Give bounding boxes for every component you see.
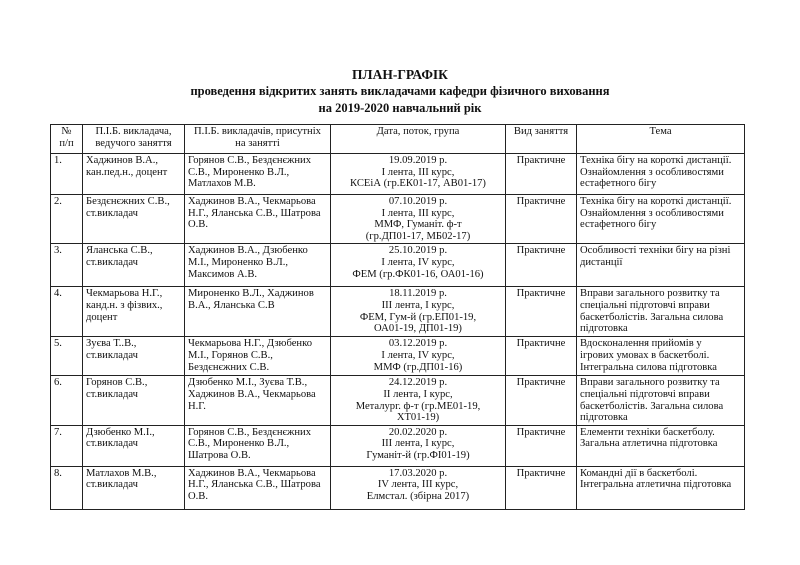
document-header [0,66,800,117]
cell-present-line: Хаджинов В.А., Чекмарьова [188,467,316,479]
cell-lead-line: Чекмарьова Н.Г., [86,288,163,300]
cell-num: 5. [51,337,83,376]
table-row [51,376,745,425]
cell-present [185,287,331,337]
cell-date-line: (гр.ДП01-17, МБ02-17) [365,230,471,242]
header-text: п/п [59,137,74,149]
document-title: ПЛАН-ГРАФІК [352,67,448,82]
cell-lead-line: Дзюбенко М.І., [86,426,155,438]
header-row [51,125,745,154]
cell-topic-line: Інтегральна силова підготовка [580,361,717,373]
cell-topic [577,425,745,466]
cell-date-line: ІІІ лента, І курс, [381,438,455,450]
table-row [51,244,745,287]
cell-present-line: Мироненко В.Л., Хаджинов [188,288,314,300]
cell-date-line: Гуманіт-й (гр.ФІ01-19) [366,449,470,461]
cell-date [331,154,506,195]
cell-kind: Практичне [506,376,577,425]
cell-date-line: ММФ, Гуманіт. ф-т [374,219,462,231]
cell-topic [577,287,745,337]
cell-kind: Практичне [506,287,577,337]
cell-topic-line: Командні дії в баскетболі. [580,467,698,479]
cell-topic-line: баскетболістів. Загальна силова [580,311,724,323]
header-text: П.І.Б. викладачів, присутніх [194,126,321,137]
table-row [51,287,745,337]
cell-lead-line: канд.н. з фізвих., [86,299,163,311]
cell-present-line: С.В., Мироненко В.Л., [188,166,290,178]
cell-lead [83,337,185,376]
cell-present-line: Н.Г., Яланська С.В., Шатрова [188,479,321,491]
cell-lead-line: Горянов С.В., [86,377,148,389]
cell-num: 4. [51,287,83,337]
cell-date-line: 25.10.2019 р. [388,245,448,257]
cell-num: 6. [51,376,83,425]
document-subtitle: проведення відкритих занять викладачами кафедри фізичного виховання [190,84,610,98]
cell-date-line: ІІІ лента, І курс, [381,299,455,311]
cell-topic-line: спеціальні підготовчі вправи [580,388,710,400]
cell-date-line: І лента, IV курс, [381,349,455,361]
cell-date-line: 07.10.2019 р. [388,196,448,207]
cell-lead [83,425,185,466]
cell-present [185,376,331,425]
cell-present-line: Максимов А.В. [188,268,258,280]
cell-date-line: 19.09.2019 р. [388,155,448,166]
cell-date-line: ФЕМ, Гум-й (гр.ЕП01-19, [359,311,477,323]
cell-present-line: О.В. [188,219,209,231]
cell-date-line: Елмстал. (збірна 2017) [366,490,470,502]
header-text: № [61,126,72,137]
cell-topic [577,337,745,376]
cell-lead-line: ст.викладач [86,349,138,361]
table-header [51,125,745,154]
header-present [185,125,331,154]
cell-date-line: І лента, ІІІ курс, [381,166,455,178]
header-text: Дата, поток, група [376,126,460,137]
cell-lead-line: ст.викладач [86,207,138,219]
cell-lead-line: Хаджинов В.А., [86,155,159,166]
cell-date-line: ОА01-19, ДП01-19) [374,323,462,335]
cell-kind: Практичне [506,466,577,509]
table-row [51,195,745,244]
cell-present-line: Хаджинов В.А., Дзюбенко [188,245,308,257]
cell-present [185,195,331,244]
cell-present-line: Горянов С.В., Бездєнєжних [188,155,312,166]
cell-date-line: Металург. ф-т (гр.МЕ01-19, [355,400,481,412]
header-date [331,125,506,154]
cell-date-line: І лента, ІІІ курс, [381,207,455,219]
cell-topic-line: Ознайомлення з особливостями [580,207,724,219]
header-num [51,125,83,154]
cell-date-line: 17.03.2020 р. [388,467,448,479]
cell-num: 8. [51,466,83,509]
cell-topic-line: Вдосконалення прийомів у [580,338,702,350]
cell-lead [83,195,185,244]
cell-kind: Практичне [506,195,577,244]
cell-date-line: ФЕМ (гр.ФК01-16, ОА01-16) [352,268,484,280]
table-row [51,154,745,195]
cell-present [185,337,331,376]
cell-date [331,466,506,509]
cell-num: 7. [51,425,83,466]
cell-present-line: О.В. [188,490,209,502]
header-lead [83,125,185,154]
cell-topic [577,466,745,509]
cell-present-line: Хаджинов В.А., Чекмарьова [188,196,316,207]
cell-topic-line: естафетного бігу [580,178,657,190]
cell-topic-line: Техніка бігу на короткі дистанції. [580,196,732,207]
cell-present-line: С.В., Мироненко В.Л., [188,438,290,450]
cell-present-line: Хаджинов В.А., Чекмарьова [188,388,316,400]
cell-lead-line: ст.викладач [86,256,138,268]
cell-date-line: 03.12.2019 р. [388,338,448,350]
cell-num: 3. [51,244,83,287]
cell-present-line: Шатрова О.В. [188,449,251,461]
cell-num: 1. [51,154,83,195]
cell-topic-line: спеціальні підготовчі вправи [580,299,710,311]
cell-date-line: ХТ01-19) [396,412,440,424]
header-text: П.І.Б. викладача, [95,126,172,137]
cell-date-line: 20.02.2020 р. [388,426,448,438]
cell-topic-line: Ознайомлення з особливостями [580,166,724,178]
cell-kind: Практичне [506,154,577,195]
cell-date-line: 24.12.2019 р. [388,377,448,389]
header-kind [506,125,577,154]
cell-topic-line: підготовка [580,323,628,335]
cell-topic-line: Елементи техніки баскетболу. [580,426,715,438]
cell-topic-line: ігрових умовах в баскетболі. [580,349,710,361]
cell-present-line: М.І., Горянов С.В., [188,349,273,361]
cell-lead-line: Яланська С.В., [86,245,153,257]
header-text: ведучого заняття [95,137,172,149]
cell-present-line: Горянов С.В., Бездєнєжних [188,426,312,438]
cell-lead-line: кан.пед.н., доцент [86,166,168,178]
cell-date [331,195,506,244]
cell-topic [577,195,745,244]
cell-present-line: Дзюбенко М.І., Зуєва Т.В., [188,377,308,389]
cell-date [331,244,506,287]
cell-lead [83,376,185,425]
cell-topic-line: Інтегральна атлетична підготовка [580,479,732,491]
cell-topic [577,244,745,287]
cell-kind: Практичне [506,244,577,287]
cell-topic-line: баскетболістів. Загальна силова [580,400,724,412]
cell-present-line: Н.Г. [188,400,206,412]
cell-present [185,154,331,195]
cell-lead [83,244,185,287]
header-text: Тема [649,126,672,137]
cell-kind: Практичне [506,337,577,376]
table-body [51,154,745,510]
cell-topic [577,154,745,195]
cell-topic-line: Вправи загального розвитку та [580,377,720,389]
cell-lead-line: Зуєва Т..В., [86,338,137,350]
document-year: на 2019-2020 навчальний рік [318,101,482,115]
cell-kind: Практичне [506,425,577,466]
cell-lead-line: Матлахов М.В., [86,467,157,479]
cell-date-line: IV лента, ІІІ курс, [377,479,459,491]
cell-topic-line: естафетного бігу [580,219,657,231]
cell-date [331,425,506,466]
cell-present [185,244,331,287]
cell-present-line: Н.Г., Яланська С.В., Шатрова [188,207,321,219]
cell-topic-line: Вправи загального розвитку та [580,288,720,300]
cell-lead-line: ст.викладач [86,438,138,450]
table-row [51,466,745,509]
cell-lead-line: доцент [86,311,118,323]
cell-lead [83,287,185,337]
cell-present-line: В.А., Яланська С.В [188,299,275,311]
cell-date-line: 18.11.2019 р. [389,288,447,300]
cell-present-line: Чекмарьова Н.Г., Дзюбенко [188,338,312,350]
cell-lead [83,466,185,509]
cell-topic-line: дистанції [580,256,623,268]
cell-topic-line: Загальна атлетична підготовка [580,438,718,450]
cell-date [331,376,506,425]
cell-date-line: І лента, IV курс, [381,256,455,268]
cell-lead-line: ст.викладач [86,479,138,491]
cell-present-line: Матлахов М.В. [188,178,256,190]
cell-date [331,337,506,376]
table-row [51,337,745,376]
cell-present-line: М.І., Мироненко В.Л., [188,256,289,268]
cell-topic [577,376,745,425]
cell-date-line: ММФ (гр.ДП01-16) [373,361,463,373]
cell-lead-line: ст.викладач [86,388,138,400]
table-row [51,425,745,466]
cell-date [331,287,506,337]
cell-present-line: Бездєнєжних С.В. [188,361,270,373]
cell-num: 2. [51,195,83,244]
header-topic [577,125,745,154]
cell-topic-line: підготовка [580,412,628,424]
cell-topic-line: Техніка бігу на короткі дистанції. [580,155,732,166]
header-text: Вид заняття [513,126,569,137]
schedule-table [50,124,745,510]
header-text: на занятті [235,137,280,149]
cell-present [185,466,331,509]
cell-present [185,425,331,466]
cell-lead-line: Бездєнєжних С.В., [86,196,170,207]
cell-lead [83,154,185,195]
cell-topic-line: Особливості техніки бігу на різні [580,245,731,257]
cell-date-line: КСЕіА (гр.ЕК01-17, АВ01-17) [350,178,486,190]
cell-date-line: ІІ лента, І курс, [383,388,453,400]
